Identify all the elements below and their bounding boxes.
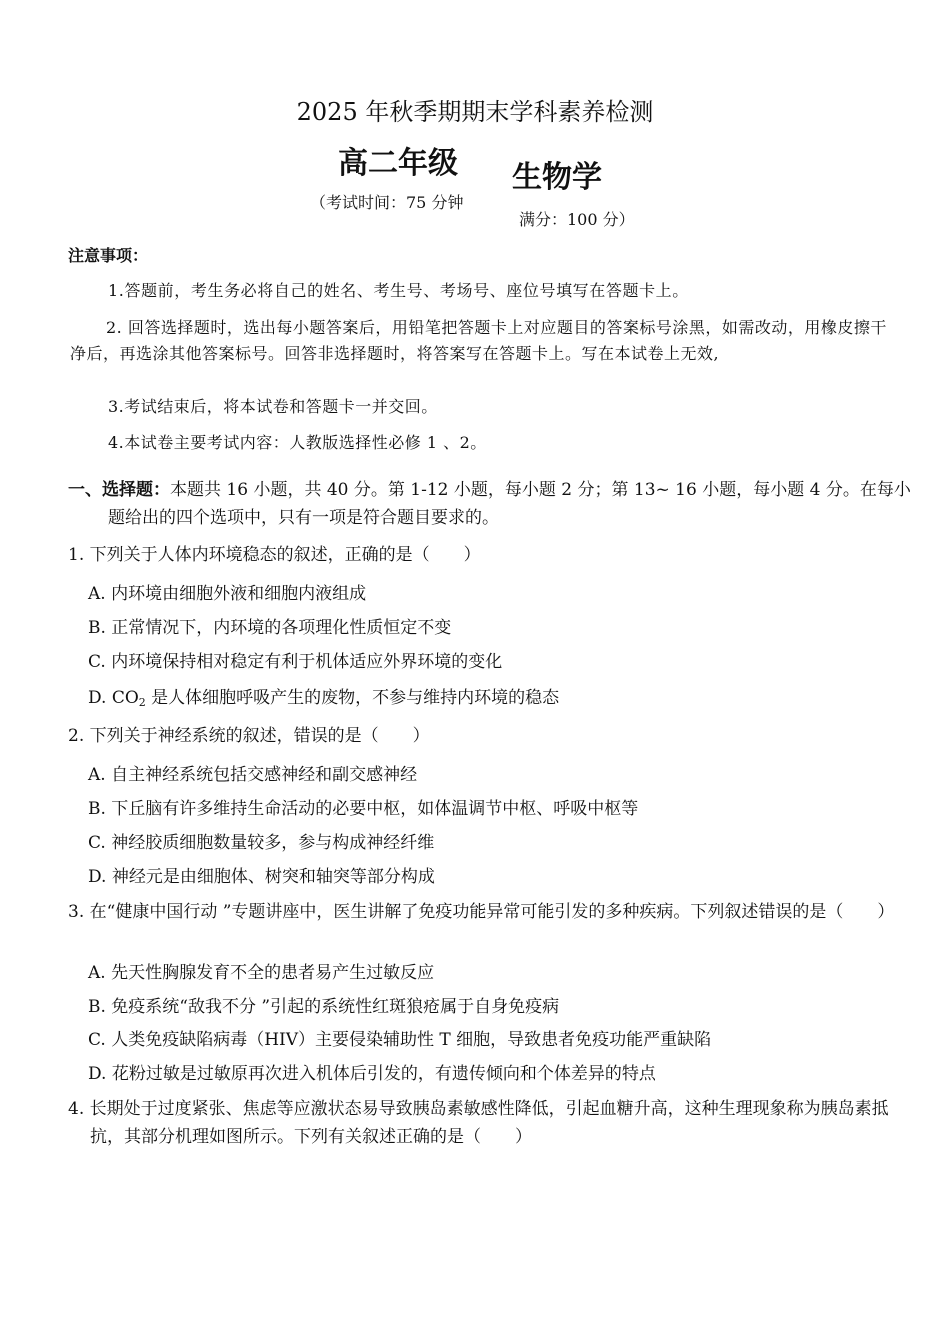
exam-time: （考试时间：75 分钟: [310, 193, 464, 212]
notice-item-1: 1.答题前，考生务必将自己的姓名、考生号、考场号、座位号填写在答题卡上。: [108, 281, 689, 300]
notice-heading: 注意事项：: [68, 246, 149, 265]
question-2-option-b: B. 下丘脑有许多维持生命活动的必要中枢，如体温调节中枢、呼吸中枢等: [88, 799, 639, 819]
option-d-prefix: D. CO: [88, 688, 139, 708]
notice-item-4: 4.本试卷主要考试内容：人教版选择性必修 1 、2。: [108, 433, 487, 452]
section-heading: [68, 476, 920, 532]
question-2-stem: 2. 下列关于神经系统的叙述，错误的是（ ）: [68, 726, 430, 746]
question-2-option-d: D. 神经元是由细胞体、树突和轴突等部分构成: [88, 867, 435, 887]
question-3-option-b: B. 免疫系统“敌我不分 ”引起的系统性红斑狼疮属于自身免疫病: [88, 997, 560, 1017]
question-2-option-c: C. 神经胶质细胞数量较多，参与构成神经纤维: [88, 833, 435, 853]
full-score: 满分：100 分）: [519, 210, 635, 229]
section-label: 一、选择题：: [68, 480, 170, 500]
co2-subscript: 2: [138, 696, 146, 709]
question-1-stem: 1. 下列关于人体内环境稳态的叙述，正确的是（ ）: [68, 545, 481, 565]
question-3-option-d: D. 花粉过敏是过敏原再次进入机体后引发的，有遗传倾向和个体差异的特点: [88, 1064, 656, 1084]
option-d-text: 是人体细胞呼吸产生的废物，不参与维持内环境的稳态: [145, 688, 560, 708]
subject-label: 生物学: [512, 160, 602, 195]
notice-item-2: 2. 回答选择题时，选出每小题答案后，用铅笔把答题卡上对应题目的答案标号涂黑，如需改动，用橡皮擦干净后，再选涂其他答案标号。回答非选择题时，将答案写在答题卡上。写在本试卷上无效,: [70, 318, 887, 363]
question-1-option-a: A. 内环境由细胞外液和细胞内液组成: [88, 584, 367, 604]
section-description: 本题共 16 小题，共 40 分。第 1-12 小题，每小题 2 分；第 13~ 16 小题，每小题 4 分。在每小题给出的四个选项中，只有一项是符合题目要求的。: [108, 480, 911, 528]
question-4-stem: 4. 长期处于过度紧张、焦虑等应激状态易导致胰岛素敏感性降低，引起血糖升高，这种生理现象称为胰岛素抵抗，其部分机理如图所示。下列有关叙述正确的是（ ）: [68, 1099, 889, 1147]
question-1-option-d: [88, 683, 559, 709]
question-3-option-a: A. 先天性胸腺发育不全的患者易产生过敏反应: [88, 963, 435, 983]
question-1-option-b: B. 正常情况下，内环境的各项理化性质恒定不变: [88, 618, 452, 638]
grade-label: 高二年级: [338, 146, 458, 181]
question-3-option-c: C. 人类免疫缺陷病毒（HIV）主要侵染辅助性 T 细胞，导致患者免疫功能严重缺陷: [88, 1030, 712, 1050]
exam-title: 2025 年秋季期期末学科素养检测: [296, 98, 654, 126]
question-3-stem: 3. 在“健康中国行动 ”专题讲座中，医生讲解了免疫功能异常可能引发的多种疾病。下列叙述错误的是（ ）: [68, 902, 895, 922]
question-2-option-a: A. 自主神经系统包括交感神经和副交感神经: [88, 765, 418, 785]
question-1-option-c: C. 内环境保持相对稳定有利于机体适应外界环境的变化: [88, 652, 503, 672]
notice-item-3: 3.考试结束后，将本试卷和答题卡一并交回。: [108, 397, 438, 416]
